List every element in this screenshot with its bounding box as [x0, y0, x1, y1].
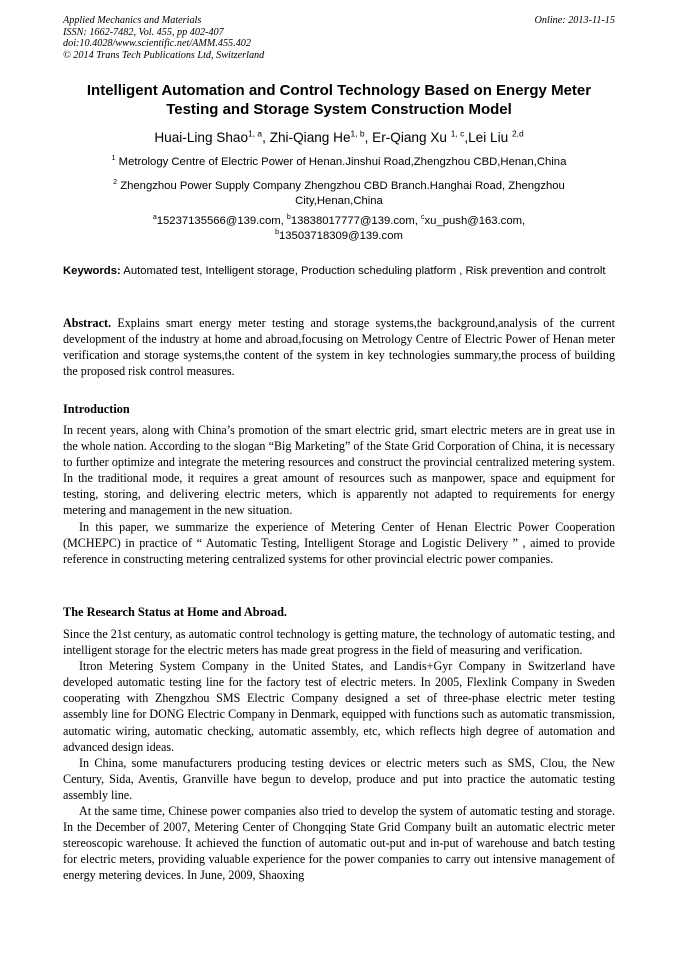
abstract	[63, 315, 615, 379]
email-address[interactable]: 15237135566@139.com,	[156, 215, 287, 227]
author-emails	[63, 214, 615, 244]
paragraph: In recent years, along with China’s promotion of the smart electric grid, smart electric meters are in great use in the whole nation. According to the slogan “Big Marketing” of the State Grid Corporation of China, it is necessary to further optimize and integrate the metering resources and construct the provincial centralized metering system. In the traditional mode, it requires a great amount of resources such as manpower, space and equipment for testing, storing, and delivering electric meters, which is apparently not adapted to requirements for energy metering and management in the new situation.	[63, 423, 615, 518]
affiliation-text: Zhengzhou Power Supply Company Zhengzhou CBD Branch.Hanghai Road, Zhengzhou City,Henan,China	[117, 180, 565, 207]
journal-copyright: © 2014 Trans Tech Publications Ltd, Switzerland	[63, 49, 265, 61]
journal-doi: doi:10.4028/www.scientific.net/AMM.455.402	[63, 38, 251, 50]
paragraph: Itron Metering System Company in the United States, and Landis+Gyr Company in Switzerland have developed automatic testing line for the factory test of electric meters. In 2005, Flexlink Company in Sweden cooperating with Zhengzhou SMS Electric Company designed a set of three-phase electric meter testing assembly line for DONG Electric Company in Denmark, equipped with functions such as automatic transmission, automatic wiring, automatic checking, automatic assembly, etc, which reflects high degree of automation and advanced design ideas.	[63, 659, 615, 754]
author-affiliation-mark: 2,d	[511, 128, 524, 139]
affiliation-number: 1	[111, 155, 116, 163]
abstract-label: Abstract.	[63, 316, 112, 330]
paragraph: In this paper, we summarize the experience of Metering Center of Henan Electric Power Cooperation (MCHEPC) in practice of “ Automatic Testing, Intelligent Storage and Logistic Delivery ” , aimed to provide reference in constructing metering centralized systems for other provincial electric power companies.	[63, 519, 615, 566]
paper-title: Intelligent Automation and Control Technology Based on Energy Meter Testing and Storage System Construction Model	[86, 82, 592, 118]
author-separator: ,	[464, 130, 469, 145]
author-name: Er-Qiang Xu	[372, 130, 451, 145]
author-affiliation-mark: 1, b	[350, 128, 365, 139]
keywords-label: Keywords:	[63, 265, 121, 277]
affiliation-text: Metrology Centre of Electric Power of Henan.Jinshui Road,Zhengzhou CBD,Henan,China	[115, 156, 567, 168]
author-list	[63, 129, 615, 147]
author-name: Lei Liu	[468, 130, 512, 145]
paragraph: At the same time, Chinese power companies also tried to develop the system of automatic testing and storage. In the December of 2007, Metering Center of Chongqing State Grid Company built an automatic electric meter stereoscopic warehouse. It achieved the function of automatic out-put and in-put of warehouse and batch testing for electric meters, providing valuable experience for the power companies to carry out intensive management of energy metering devices. In June, 2009, Shaoxing	[63, 804, 615, 883]
affiliation-2	[63, 179, 615, 209]
keywords	[63, 264, 615, 280]
author-name: Zhi-Qiang He	[269, 130, 351, 145]
section-heading-research-status: The Research Status at Home and Abroad.	[63, 605, 287, 619]
section-research-status-body	[63, 626, 615, 884]
online-date: Online: 2013-11-15	[534, 15, 615, 26]
paragraph: In China, some manufacturers producing testing devices or electric meters such as SMS, Clou, the New Century, Sida, Aventis, Granville have begun to develop, produce and put into practice the automatic testing assembly line.	[63, 755, 615, 802]
email-mark: b	[275, 229, 279, 237]
author-name: Huai-Ling Shao	[154, 130, 249, 145]
journal-issn: ISSN: 1662-7482, Vol. 455, pp 402-407	[63, 26, 224, 38]
author-separator: ,	[262, 130, 270, 145]
email-address[interactable]: xu_push@163.com,	[424, 215, 526, 227]
author-affiliation-mark: 1, c	[450, 128, 465, 139]
section-introduction-body	[63, 422, 615, 567]
journal-name: Applied Mechanics and Materials	[63, 15, 202, 26]
email-mark: b	[286, 214, 291, 222]
author-separator: ,	[364, 130, 373, 145]
affiliation-number: 2	[113, 179, 118, 187]
email-address[interactable]: 13838017777@139.com,	[290, 215, 422, 227]
author-affiliation-mark: 1, a	[248, 128, 263, 139]
email-mark: c	[421, 214, 425, 222]
affiliation-1	[63, 155, 615, 170]
journal-header	[63, 15, 615, 61]
email-address[interactable]: 13503718309@139.com	[278, 230, 403, 242]
email-mark: a	[152, 214, 157, 222]
abstract-text: Explains smart energy meter testing and storage systems,the background,analysis of the current development of the industry at home and abroad,focusing on Metrology Centre of Electric Power of Henan meter verification and storage systems,the content of the system in key technologies summary,the process of building the proposed risk control measures.	[63, 316, 615, 379]
paragraph: Since the 21st century, as automatic control technology is getting mature, the technology of automatic testing, and intelligent storage for the electric meters has made great progress in the field of measuring and verification.	[63, 627, 615, 658]
keywords-text: Automated test, Intelligent storage, Production scheduling platform , Risk prevention and controlt	[120, 265, 606, 277]
section-heading-introduction: Introduction	[63, 402, 130, 416]
